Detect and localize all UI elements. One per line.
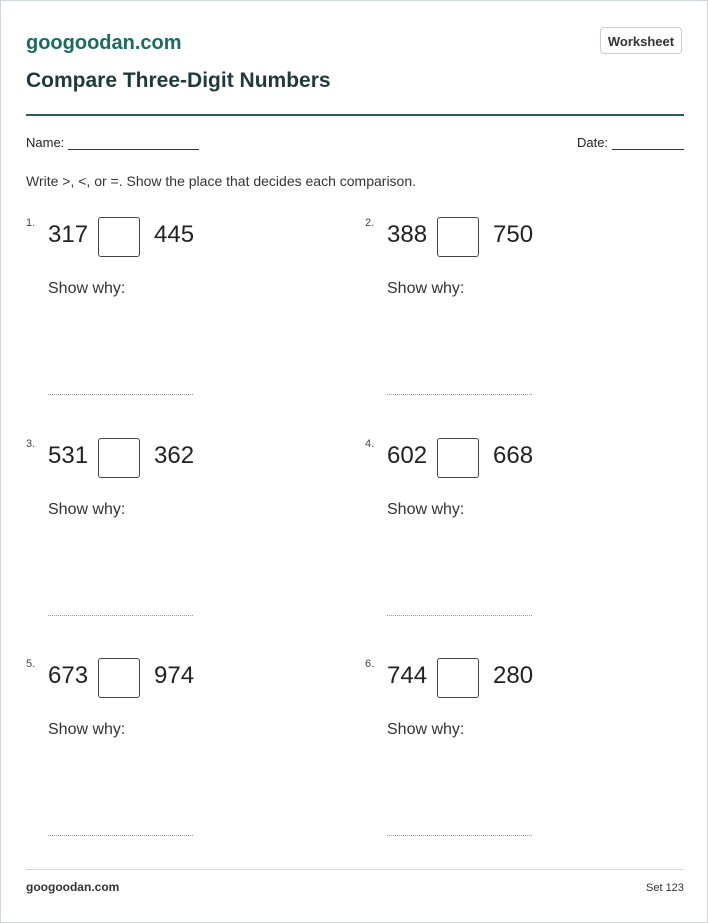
header-divider (26, 114, 684, 116)
problem-3 (26, 438, 326, 638)
footer-brand: googoodan.com (26, 880, 120, 894)
problem-number: 2. (365, 217, 375, 229)
problem-2 (365, 217, 665, 417)
left-number: 744 (387, 662, 428, 689)
right-number: 280 (493, 662, 534, 689)
show-why-answer-line[interactable] (48, 835, 193, 836)
comparison-answer-box[interactable] (437, 658, 479, 698)
show-why-label: Show why: (387, 721, 465, 738)
comparison-answer-box[interactable] (437, 438, 479, 478)
right-number: 362 (154, 442, 195, 469)
right-number: 445 (154, 221, 195, 248)
right-number: 750 (493, 221, 534, 248)
problem-number: 4. (365, 438, 375, 450)
problem-1 (26, 217, 326, 417)
show-why-answer-line[interactable] (387, 394, 532, 395)
name-field[interactable] (68, 149, 199, 150)
show-why-label: Show why: (48, 280, 126, 297)
show-why-answer-line[interactable] (387, 835, 532, 836)
left-number: 602 (387, 442, 428, 469)
site-brand: googoodan.com (26, 32, 182, 54)
show-why-label: Show why: (387, 501, 465, 518)
right-number: 668 (493, 442, 534, 469)
show-why-answer-line[interactable] (48, 394, 193, 395)
problem-5 (26, 658, 326, 858)
footer-divider (26, 869, 684, 870)
problem-number: 3. (26, 438, 36, 450)
left-number: 388 (387, 221, 428, 248)
date-field[interactable] (612, 149, 684, 150)
set-number: Set 123 (646, 882, 684, 894)
left-number: 531 (48, 442, 89, 469)
instructions: Write >, <, or =. Show the place that decides each comparison. (26, 173, 417, 189)
left-number: 673 (48, 662, 89, 689)
show-why-label: Show why: (387, 280, 465, 297)
comparison-answer-box[interactable] (98, 658, 140, 698)
show-why-label: Show why: (48, 501, 126, 518)
problem-4 (365, 438, 665, 638)
show-why-label: Show why: (48, 721, 126, 738)
comparison-answer-box[interactable] (437, 217, 479, 257)
show-why-answer-line[interactable] (48, 615, 193, 616)
problem-number: 1. (26, 217, 36, 229)
name-label: Name: (26, 135, 65, 150)
show-why-answer-line[interactable] (387, 615, 532, 616)
right-number: 974 (154, 662, 195, 689)
date-label: Date: (577, 135, 609, 150)
worksheet-badge: Worksheet (600, 27, 682, 54)
comparison-answer-box[interactable] (98, 217, 140, 257)
left-number: 317 (48, 221, 89, 248)
problem-number: 6. (365, 658, 375, 670)
problem-number: 5. (26, 658, 36, 670)
comparison-answer-box[interactable] (98, 438, 140, 478)
problem-6 (365, 658, 665, 858)
page-title: Compare Three-Digit Numbers (26, 69, 331, 92)
